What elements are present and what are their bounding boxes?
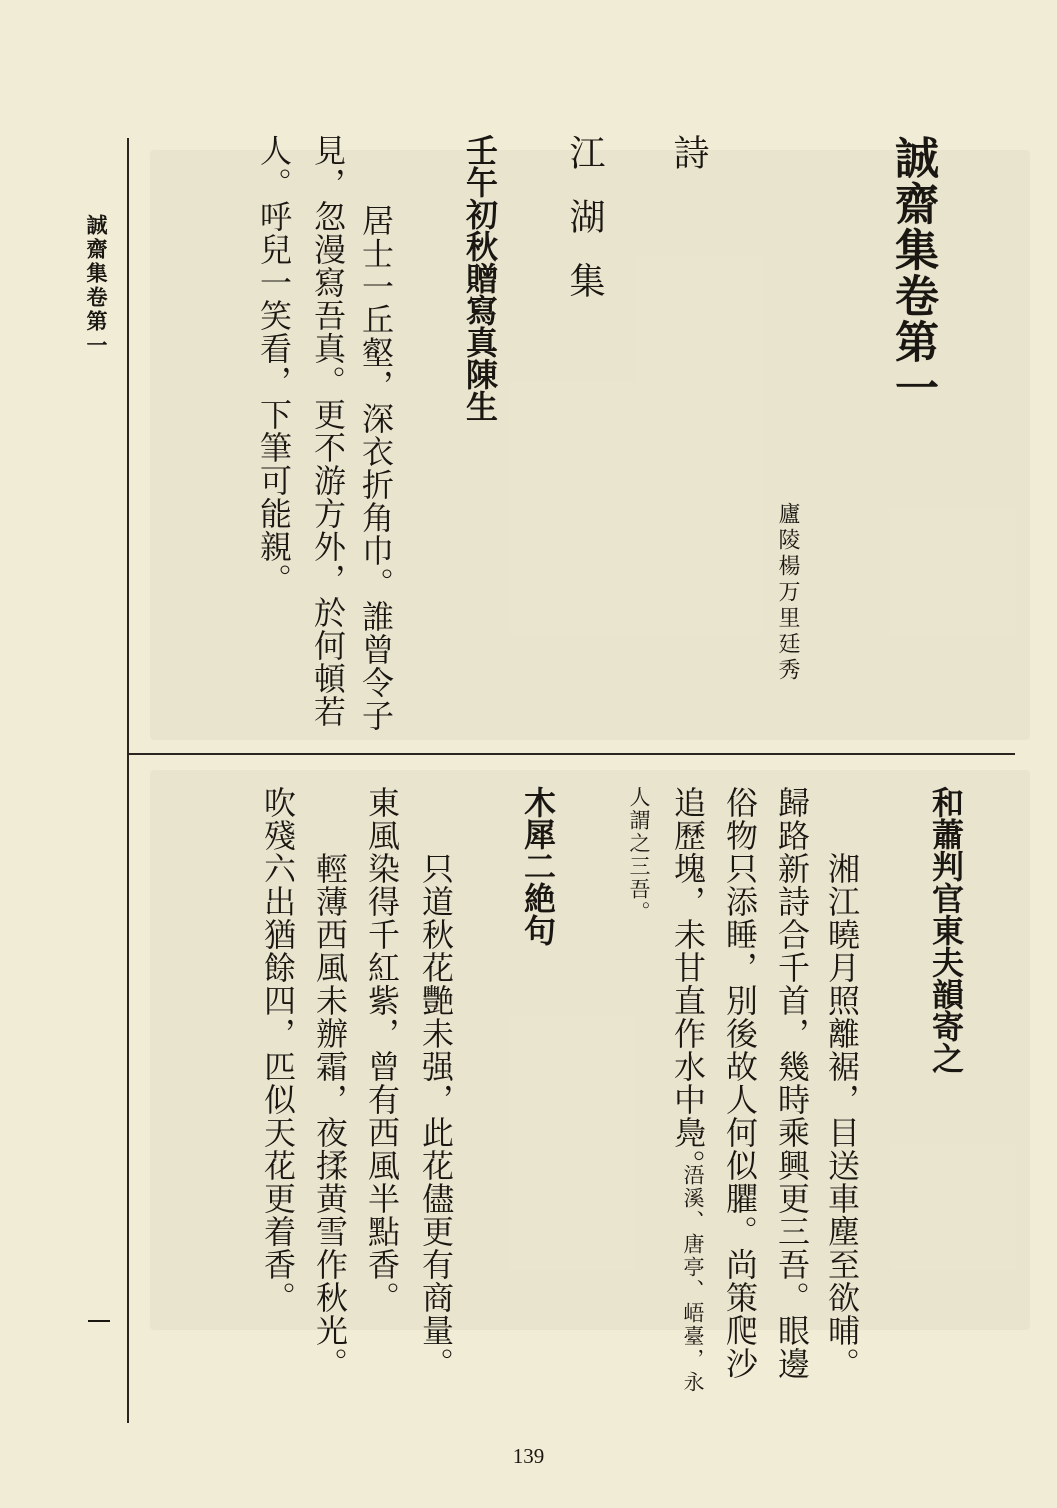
poem-line: 湘江曉月照離裾，目送車塵至欲晡。 — [823, 852, 861, 1380]
poem-title: 壬午初秋贈寫真陳生 — [461, 134, 499, 422]
page-number: 139 — [512, 1444, 545, 1468]
margin-rule — [127, 138, 129, 1423]
book-title: 誠齋集卷第一 — [887, 135, 938, 411]
section-heading: 詩 — [668, 134, 709, 198]
poem-line: 東風染得千紅紫，曾有西風半點香。 — [363, 786, 401, 1314]
poem-line: 輕薄西風未辦霜，夜揉黄雪作秋光。 — [311, 852, 349, 1380]
poem-title: 和蕭判官東夫韻寄之 — [927, 786, 965, 1074]
half-divider — [128, 753, 1015, 755]
poem-line: 俗物只添睡，別後故人何似臞。尚策爬沙 — [721, 786, 759, 1380]
poem-line: 歸路新詩合千首，幾時乘興更三吾。眼邊 — [773, 786, 811, 1380]
margin-leaf-mark — [88, 1320, 110, 1322]
poem-title: 木犀二絶句 — [519, 786, 557, 946]
collection-title: 江湖集 — [564, 134, 605, 326]
poem-note: 人謂之三吾。 — [627, 786, 651, 924]
poem-line: 只道秋花艷未强，此花儘更有商量。 — [417, 852, 455, 1380]
margin-volume-title: 誠齋集卷第一 — [84, 214, 109, 358]
poem-note: 浯溪、唐亭、峿臺，永 — [681, 1164, 705, 1394]
poem-line: 追歷塊，未甘直作水中鳧。 — [669, 786, 707, 1182]
author-line: 廬陵楊万里廷秀 — [775, 502, 800, 684]
poem-line: 居士一丘壑，深衣折角巾。誰曾令子 — [357, 204, 395, 732]
poem-line: 吹殘六出猶餘四，匹似天花更着香。 — [259, 786, 297, 1314]
poem-line: 人。呼兒一笑看，下筆可能親。 — [255, 134, 293, 596]
poem-line: 見，忽漫寫吾真。更不游方外，於何頓若 — [309, 134, 347, 728]
